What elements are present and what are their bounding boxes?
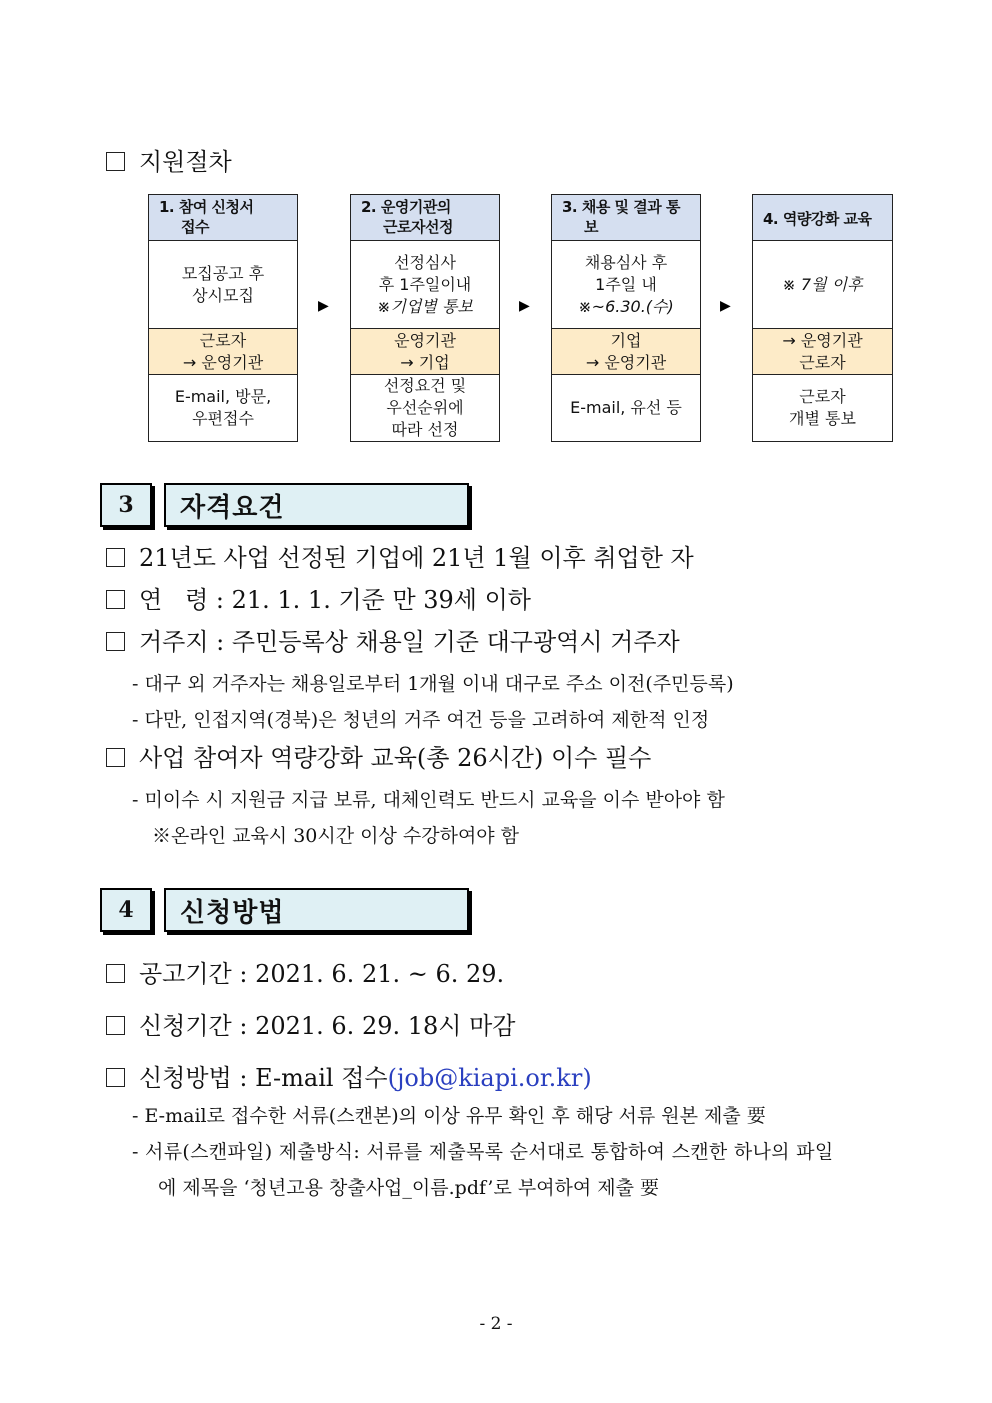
flow-step-body: 선정심사 후 1주일이내 ※기업별 통보 — [351, 241, 499, 329]
notice-period: 공고기간 : 2021. 6. 21. ~ 6. 29. — [106, 958, 504, 990]
section-4-number: 4 — [100, 888, 152, 932]
flow-step-title: 4. 역량강화 교육 — [753, 195, 892, 241]
section-3-number: 3 — [100, 483, 152, 527]
qualification-item: 사업 참여자 역량강화 교육(총 26시간) 이수 필수 — [106, 742, 651, 774]
flow-step-actor: 기업 → 운영기관 — [552, 329, 700, 375]
procedure-heading: 지원절차 — [106, 146, 232, 178]
section-4-title: 신청방법 — [164, 888, 469, 932]
sub-item-continued: 에 제목을 ‘청년고용 창출사업_이름.pdf’로 부여하여 제출 要 — [158, 1177, 660, 1199]
sub-item: - 서류(스캔파일) 제출방식: 서류를 제출목록 순서대로 통합하여 스캔한 하나의 파일 — [132, 1141, 834, 1163]
qualification-item: 연 령 : 21. 1. 1. 기준 만 39세 이하 — [106, 584, 531, 616]
sub-item: - 다만, 인접지역(경북)은 청년의 거주 여건 등을 고려하여 제한적 인정 — [132, 709, 710, 731]
flow-step-actor: 운영기관 → 기업 — [351, 329, 499, 375]
flow-step-actor: 근로자 → 운영기관 — [149, 329, 297, 375]
section-3-title: 자격요건 — [164, 483, 469, 527]
flow-step-method: 선정요건 및 우선순위에 따라 선정 — [383, 376, 467, 439]
flow-step-3 — [551, 194, 701, 442]
checkbox-glyph-icon — [106, 590, 125, 609]
checkbox-glyph-icon — [106, 964, 125, 983]
checkbox-glyph-icon — [106, 1016, 125, 1035]
email-link[interactable]: (job@kiapi.or.kr) — [387, 1064, 592, 1092]
checkbox-glyph-icon — [106, 548, 125, 567]
checkbox-glyph-icon — [106, 152, 125, 171]
flow-arrow-icon: ▶ — [318, 298, 329, 314]
flow-arrow-icon: ▶ — [519, 298, 530, 314]
sub-item: - E-mail로 접수한 서류(스캔본)의 이상 유무 확인 후 해당 서류 원본 제출 要 — [132, 1105, 766, 1127]
sub-item: - 미이수 시 지원금 지급 보류, 대체인력도 반드시 교육을 이수 받아야 함 — [132, 789, 725, 811]
flow-step-title: 2. 운영기관의 근로자선정 — [351, 195, 499, 241]
flow-step-method: E-mail, 방문, 우편접수 — [174, 387, 272, 428]
flow-arrow-icon: ▶ — [720, 298, 731, 314]
checkbox-glyph-icon — [106, 1068, 125, 1087]
flow-step-body: 모집공고 후 상시모집 — [149, 241, 297, 329]
flow-step-body: 채용심사 후 1주일 내 ※~6.30.(수) — [552, 241, 700, 329]
flow-step-actor: → 운영기관 근로자 — [753, 329, 892, 375]
qualification-item: 21년도 사업 선정된 기업에 21년 1월 이후 취업한 자 — [106, 542, 694, 574]
qualification-item: 거주지 : 주민등록상 채용일 기준 대구광역시 거주자 — [106, 626, 680, 658]
apply-period: 신청기간 : 2021. 6. 29. 18시 마감 — [106, 1010, 515, 1042]
sub-note: ※온라인 교육시 30시간 이상 수강하여야 함 — [152, 825, 520, 847]
flow-step-title: 3. 채용 및 결과 통 보 — [552, 195, 700, 241]
flow-step-4 — [752, 194, 893, 442]
flow-step-body: ※ 7월 이후 — [753, 241, 892, 329]
flow-step-1 — [148, 194, 298, 442]
sub-item: - 대구 외 거주자는 채용일로부터 1개월 이내 대구로 주소 이전(주민등록) — [132, 673, 734, 695]
flow-step-title: 1. 참여 신청서 접수 — [149, 195, 297, 241]
checkbox-glyph-icon — [106, 748, 125, 767]
page-number: - 2 - — [479, 1314, 513, 1334]
flow-step-2 — [350, 194, 500, 442]
flow-step-method: E-mail, 유선 등 — [570, 398, 682, 417]
apply-method: 신청방법 : E-mail 접수(job@kiapi.or.kr) — [106, 1062, 592, 1094]
flow-step-method: 근로자 개별 통보 — [789, 387, 856, 428]
checkbox-glyph-icon — [106, 632, 125, 651]
